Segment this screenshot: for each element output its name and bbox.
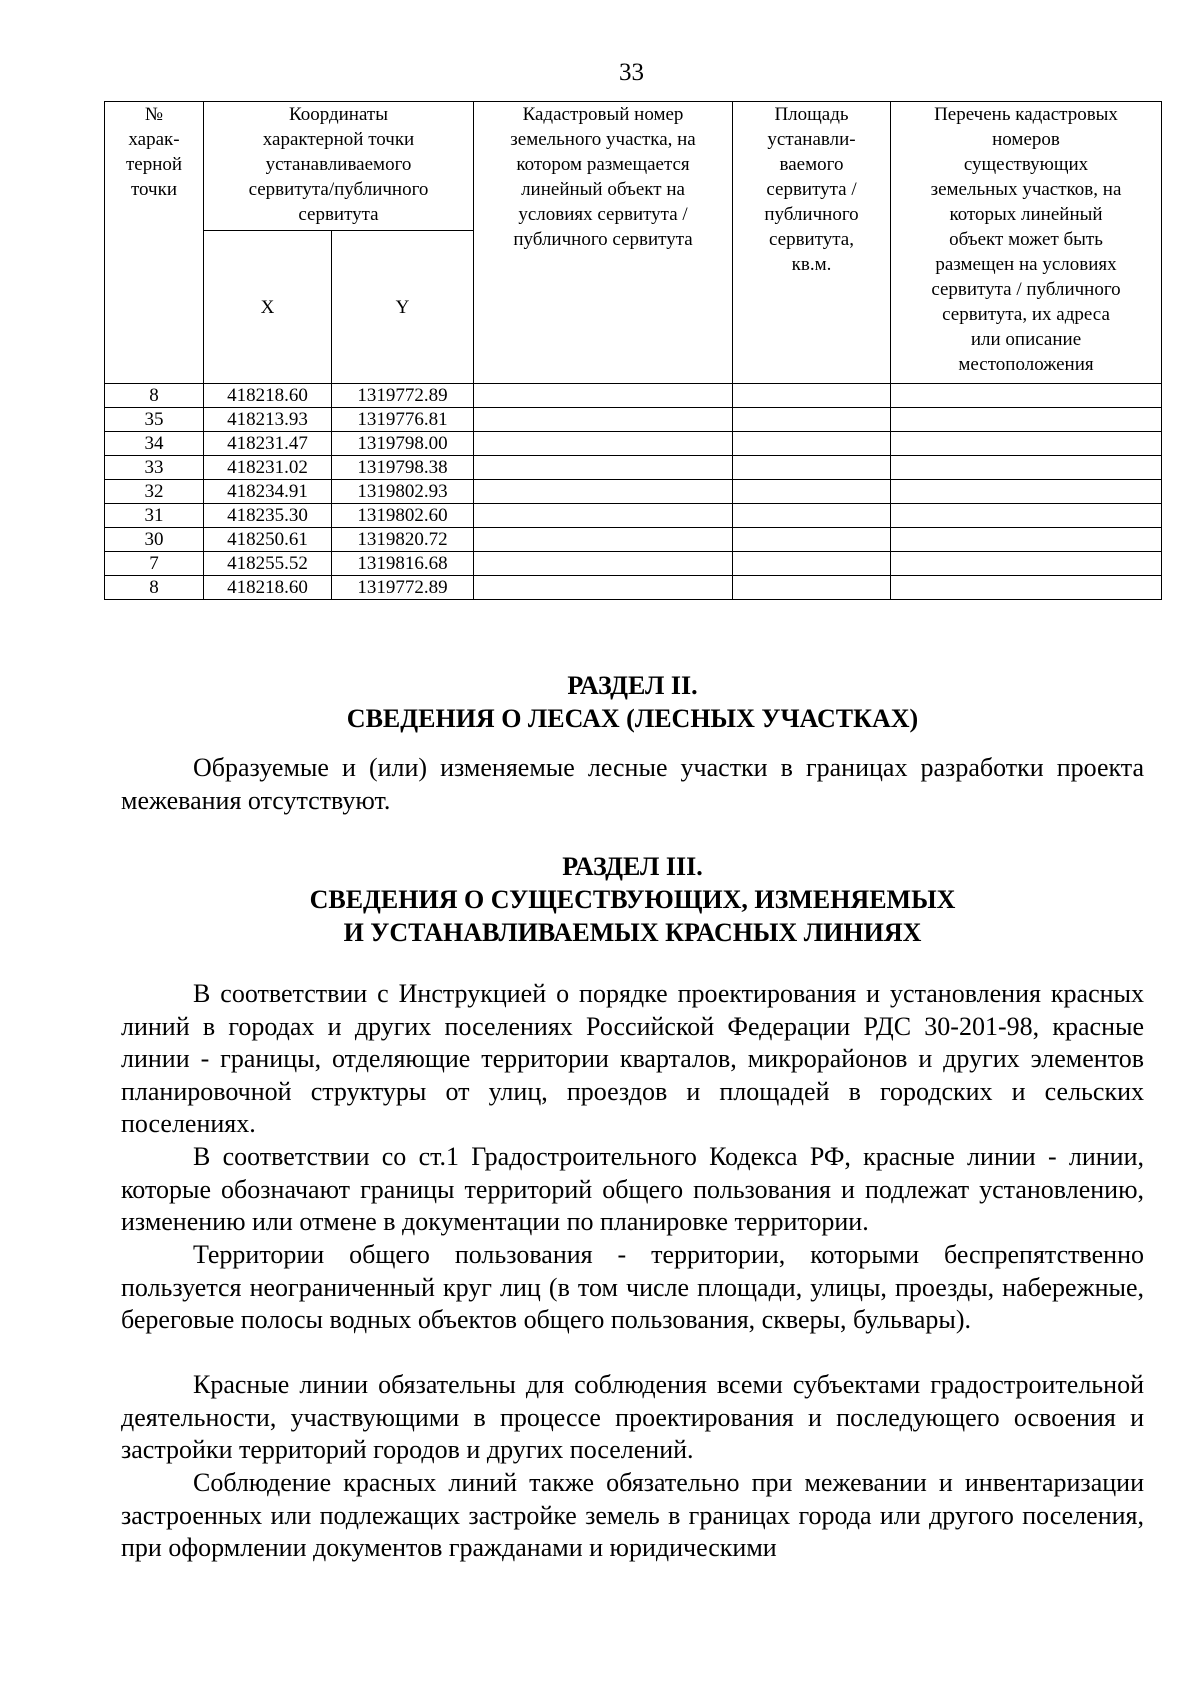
header-cadastral-list: Перечень кадастровых номеров существующих земельных участков, на которых линейный объект может быть размещен на условиях сервитута / публичного сервитута, их адреса или описание местоположения [891,102,1162,384]
point-number-cell: 33 [105,456,204,480]
servitude-area-cell [733,384,891,408]
cadastral-number-cell [474,504,733,528]
section3-paragraph-3: Территории общего пользования - территории, которыми беспрепятственно пользуется неограниченный круг лиц (в том числе площади, улицы, проезды, набережные, береговые полосы водных объектов общего пользования, скверы, бульвары). [121,1240,1144,1335]
header-coordinates: Координаты характерной точки устанавливаемого сервитута/публичного сервитута [204,102,474,231]
header-x: X [204,231,332,384]
y-coordinate-cell: 1319798.00 [332,432,474,456]
x-coordinate-cell: 418218.60 [204,384,332,408]
x-coordinate-cell: 418213.93 [204,408,332,432]
x-coordinate-cell: 418234.91 [204,480,332,504]
x-coordinate-cell: 418218.60 [204,576,332,600]
y-coordinate-cell: 1319802.93 [332,480,474,504]
page-number: 33 [619,59,644,86]
cadastral-list-cell [891,504,1162,528]
header-y: Y [332,231,474,384]
cadastral-number-cell [474,384,733,408]
cadastral-number-cell [474,576,733,600]
cadastral-list-cell [891,528,1162,552]
point-number-cell: 8 [105,384,204,408]
cadastral-number-cell [474,408,733,432]
servitude-area-cell [733,576,891,600]
section3-paragraph-5: Соблюдение красных линий также обязательно при межевании и инвентаризации застроенных или подлежащих застройке земель в границах города или другого поселения, при оформлении документов гражданами и юридическими [121,1468,1144,1563]
servitude-coordinates-table [104,101,1162,600]
section3-heading-line1: РАЗДЕЛ III. [562,852,703,881]
cadastral-number-cell [474,552,733,576]
cadastral-number-cell [474,480,733,504]
table-row [105,480,1162,504]
table-row [105,456,1162,480]
y-coordinate-cell: 1319776.81 [332,408,474,432]
header-point-number: № харак- терной точки [105,102,204,384]
y-coordinate-cell: 1319798.38 [332,456,474,480]
point-number-cell: 7 [105,552,204,576]
servitude-area-cell [733,552,891,576]
table-body [105,384,1162,600]
table-row [105,384,1162,408]
cadastral-list-cell [891,480,1162,504]
table-row [105,432,1162,456]
x-coordinate-cell: 418231.02 [204,456,332,480]
table-row [105,552,1162,576]
section3-heading-line3: И УСТАНАВЛИВАЕМЫХ КРАСНЫХ ЛИНИЯХ [343,918,922,947]
point-number-cell: 8 [105,576,204,600]
servitude-area-cell [733,408,891,432]
point-number-cell: 32 [105,480,204,504]
x-coordinate-cell: 418231.47 [204,432,332,456]
cadastral-number-cell [474,432,733,456]
servitude-area-cell [733,480,891,504]
point-number-cell: 31 [105,504,204,528]
table-row [105,504,1162,528]
section3-heading-line2: СВЕДЕНИЯ О СУЩЕСТВУЮЩИХ, ИЗМЕНЯЕМЫХ [309,885,956,914]
cadastral-list-cell [891,408,1162,432]
y-coordinate-cell: 1319802.60 [332,504,474,528]
servitude-area-cell [733,432,891,456]
cadastral-list-cell [891,552,1162,576]
servitude-area-cell [733,456,891,480]
y-coordinate-cell: 1319772.89 [332,384,474,408]
servitude-area-cell [733,528,891,552]
table-row [105,408,1162,432]
section2-heading [104,669,1161,735]
cadastral-list-cell [891,576,1162,600]
x-coordinate-cell: 418235.30 [204,504,332,528]
x-coordinate-cell: 418250.61 [204,528,332,552]
cadastral-list-cell [891,384,1162,408]
y-coordinate-cell: 1319816.68 [332,552,474,576]
header-cadastral-number: Кадастровый номер земельного участка, на котором размещается линейный объект на условиях сервитута / публичного сервитута [474,102,733,384]
cadastral-number-cell [474,456,733,480]
cadastral-number-cell [474,528,733,552]
section2-heading-line1: РАЗДЕЛ II. [567,671,698,700]
cadastral-list-cell [891,456,1162,480]
section3-heading [104,850,1161,949]
section2-paragraph: Образуемые и (или) изменяемые лесные участки в границах разработки проекта межевания отсутствуют. [121,753,1144,815]
x-coordinate-cell: 418255.52 [204,552,332,576]
cadastral-list-cell [891,432,1162,456]
point-number-cell: 35 [105,408,204,432]
section3-paragraph-4: Красные линии обязательны для соблюдения всеми субъектами градостроительной деятельности, участвующими в процессе проектирования и последующего освоения и застройки территорий городов и других поселений. [121,1370,1144,1465]
table-row [105,528,1162,552]
point-number-cell: 34 [105,432,204,456]
table-row [105,576,1162,600]
servitude-area-cell [733,504,891,528]
section3-paragraph-2: В соответствии со ст.1 Градостроительного Кодекса РФ, красные линии - линии, которые обозначают границы территорий общего пользования и подлежат установлению, изменению или отмене в документации по планировке территории. [121,1142,1144,1237]
y-coordinate-cell: 1319820.72 [332,528,474,552]
section3-paragraph-1: В соответствии с Инструкцией о порядке проектирования и установления красных линий в городах и других поселениях Российской Федерации РДС 30-201-98, красные линии - границы, отделяющие территории кварталов, микрорайонов и других элементов планировочной структуры от улиц, проездов и площадей в городских и сельских поселениях. [121,979,1144,1139]
point-number-cell: 30 [105,528,204,552]
section2-heading-line2: СВЕДЕНИЯ О ЛЕСАХ (ЛЕСНЫХ УЧАСТКАХ) [346,704,919,733]
y-coordinate-cell: 1319772.89 [332,576,474,600]
header-servitude-area: Площадь устанавли- ваемого сервитута / публичного сервитута, кв.м. [733,102,891,384]
